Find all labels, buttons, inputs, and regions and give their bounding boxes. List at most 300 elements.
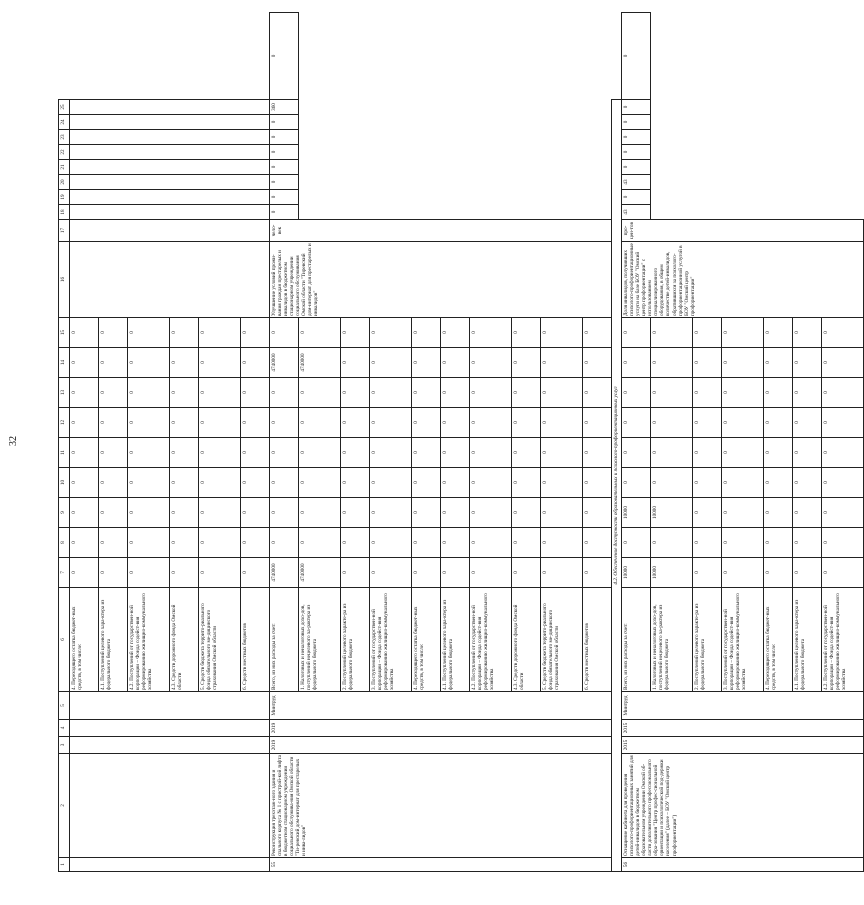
column-number: 21 bbox=[59, 160, 70, 175]
amount-cell: 0 bbox=[128, 468, 170, 498]
amount-cell: 0 bbox=[793, 468, 822, 498]
amount-cell: 0 bbox=[622, 318, 651, 348]
amount-cell: 0 bbox=[241, 498, 270, 528]
indicator-cell: 0 bbox=[622, 145, 651, 160]
source-label: 4.2. Поступлений от государствен-ной корпорации – Фонда содейст-вия реформированию жилищно-коммунального хозяйства bbox=[822, 588, 864, 692]
indicator-cell: 0 bbox=[622, 130, 651, 145]
amount-cell: 0 bbox=[470, 348, 512, 378]
amount-cell: 0 bbox=[99, 348, 128, 378]
amount-cell: 0 bbox=[693, 498, 722, 528]
amount-cell: 0 bbox=[341, 468, 370, 498]
amount-cell: 0 bbox=[470, 528, 512, 558]
source-label: 1. Налоговых и неналоговых дохо-дов, поступлений нецелевого ха-рактера из федерального бюджета bbox=[651, 588, 693, 692]
indicator-cell: 0 bbox=[270, 13, 299, 100]
amount-cell: 0 bbox=[622, 468, 651, 498]
amount-cell: 0 bbox=[99, 318, 128, 348]
amount-cell: 0 bbox=[722, 378, 764, 408]
amount-cell: 0 bbox=[270, 438, 299, 468]
amount-cell: 0 bbox=[299, 318, 341, 348]
amount-cell: 0 bbox=[541, 318, 583, 348]
amount-cell: 0 bbox=[722, 468, 764, 498]
amount-cell: 0 bbox=[764, 438, 793, 468]
amount-cell: 0 bbox=[70, 438, 99, 468]
amount-cell: 0 bbox=[651, 468, 693, 498]
section-row bbox=[612, 13, 622, 872]
amount-cell: 0 bbox=[370, 438, 412, 468]
amount-cell: 0 bbox=[170, 318, 199, 348]
amount-cell: 0 bbox=[241, 528, 270, 558]
amount-cell: 0 bbox=[170, 558, 199, 588]
item-start-year: 2019 bbox=[270, 737, 612, 754]
amount-cell: 0 bbox=[99, 408, 128, 438]
amount-cell: 0 bbox=[70, 318, 99, 348]
amount-cell: 0 bbox=[470, 498, 512, 528]
column-number: 20 bbox=[59, 175, 70, 190]
amount-cell: 0 bbox=[299, 438, 341, 468]
amount-cell: 0 bbox=[722, 408, 764, 438]
amount-cell: 0 bbox=[441, 498, 470, 528]
column-number: 18 bbox=[59, 205, 70, 220]
amount-cell: 0 bbox=[764, 528, 793, 558]
amount-cell: 0 bbox=[199, 528, 241, 558]
indicator-cell: 0 bbox=[270, 175, 299, 190]
amount-cell: 0 bbox=[622, 438, 651, 468]
amount-cell: 0 bbox=[722, 318, 764, 348]
amount-cell: 0 bbox=[822, 438, 864, 468]
amount-cell: 0 bbox=[822, 558, 864, 588]
indicator-cell: 360 bbox=[270, 100, 299, 115]
amount-cell: 0 bbox=[512, 468, 541, 498]
amount-cell: 0 bbox=[270, 318, 299, 348]
amount-cell: 0 bbox=[370, 468, 412, 498]
indicator-cell: 43 bbox=[622, 205, 651, 220]
source-label: 4.1. Поступлений целевого хара-ктера из федерального бюджета bbox=[793, 588, 822, 692]
budget-table bbox=[58, 12, 864, 872]
amount-cell: 4740000 bbox=[270, 348, 299, 378]
column-number-row bbox=[59, 13, 70, 872]
item-result: Улучшение условий прожи-вания граждан престарелых и инвалидов в бюджетном стационарном учреждении социального обслуживания Омской области "Тиревский дом-интернат для престарелых и инвалидов" bbox=[270, 242, 612, 318]
amount-cell: 0 bbox=[128, 318, 170, 348]
amount-cell: 0 bbox=[199, 558, 241, 588]
amount-cell: 0 bbox=[651, 408, 693, 438]
amount-cell: 0 bbox=[341, 528, 370, 558]
amount-cell: 0 bbox=[441, 408, 470, 438]
prev-indicator-cell bbox=[70, 190, 270, 205]
prev-item-unit bbox=[70, 220, 270, 242]
amount-cell: 0 bbox=[170, 378, 199, 408]
amount-cell: 0 bbox=[693, 528, 722, 558]
amount-cell: 0 bbox=[722, 348, 764, 378]
amount-cell: 0 bbox=[693, 558, 722, 588]
source-label: 2. Поступлений целевого характе-ра из федерального бюджета bbox=[341, 588, 370, 692]
item-unit: чело-век bbox=[270, 220, 612, 242]
amount-cell: 0 bbox=[270, 378, 299, 408]
amount-cell: 0 bbox=[341, 558, 370, 588]
item-end-year: 2019 bbox=[270, 720, 612, 737]
amount-cell: 0 bbox=[412, 438, 441, 468]
amount-cell: 0 bbox=[70, 498, 99, 528]
prev-indicator-cell bbox=[70, 100, 270, 115]
amount-cell: 0 bbox=[70, 468, 99, 498]
amount-cell: 0 bbox=[241, 468, 270, 498]
amount-cell: 0 bbox=[722, 558, 764, 588]
item-unit: про-цен-тов bbox=[622, 220, 864, 242]
amount-cell: 0 bbox=[622, 348, 651, 378]
source-label: 4.1. Поступлений целевого хара-ктера из федерального бюджета bbox=[441, 588, 470, 692]
amount-cell: 0 bbox=[99, 558, 128, 588]
source-label: 4.2. Поступлений от государствен-ной корпорации – Фонда содейст-вия реформированию жилищно-коммунального хозяйства bbox=[470, 588, 512, 692]
amount-cell: 0 bbox=[299, 468, 341, 498]
amount-cell: 0 bbox=[583, 318, 612, 348]
prev-indicator-cell bbox=[70, 130, 270, 145]
indicator-cell: 0 bbox=[622, 190, 651, 205]
amount-cell: 10000 bbox=[622, 498, 651, 528]
amount-cell: 0 bbox=[764, 558, 793, 588]
source-label: 2. Поступлений целевого характе-ра из федерального бюджета bbox=[693, 588, 722, 692]
amount-cell: 0 bbox=[441, 378, 470, 408]
amount-cell: 0 bbox=[99, 528, 128, 558]
column-number: 24 bbox=[59, 115, 70, 130]
prev-indicator-cell bbox=[70, 145, 270, 160]
amount-cell: 10000 bbox=[651, 558, 693, 588]
amount-cell: 0 bbox=[693, 318, 722, 348]
amount-cell: 0 bbox=[370, 498, 412, 528]
amount-cell: 0 bbox=[470, 408, 512, 438]
amount-cell: 0 bbox=[299, 498, 341, 528]
amount-cell: 0 bbox=[170, 468, 199, 498]
column-number: 19 bbox=[59, 190, 70, 205]
amount-cell: 0 bbox=[541, 348, 583, 378]
prev-item-start bbox=[70, 737, 270, 754]
amount-cell: 0 bbox=[170, 348, 199, 378]
source-label: 4.1. Поступлений целевого хара-ктера из федерального бюджета bbox=[99, 588, 128, 692]
column-number: 6 bbox=[59, 588, 70, 692]
amount-cell: 0 bbox=[441, 438, 470, 468]
amount-cell: 0 bbox=[651, 378, 693, 408]
amount-cell: 0 bbox=[170, 438, 199, 468]
source-label: Всего, из них расходы за счет: bbox=[270, 588, 299, 692]
amount-cell: 0 bbox=[541, 438, 583, 468]
source-label: 6. Средств местных бюджетов bbox=[241, 588, 270, 692]
amount-cell: 0 bbox=[370, 558, 412, 588]
item-end-year: 2015 bbox=[622, 720, 864, 737]
column-number: 23 bbox=[59, 130, 70, 145]
indicator-cell: 0 bbox=[622, 160, 651, 175]
source-label: 3. Поступлений от государствен-ной корпорации – Фонда содейст-вия реформированию жилищно-коммунального хозяйства bbox=[370, 588, 412, 692]
amount-cell: 0 bbox=[412, 378, 441, 408]
indicator-cell: 0 bbox=[622, 115, 651, 130]
amount-cell: 0 bbox=[199, 468, 241, 498]
table-row bbox=[70, 13, 99, 872]
amount-cell: 0 bbox=[128, 408, 170, 438]
source-label: Всего, из них расходы за счет: bbox=[622, 588, 651, 692]
amount-cell: 0 bbox=[622, 528, 651, 558]
amount-cell: 0 bbox=[341, 378, 370, 408]
amount-cell: 0 bbox=[441, 558, 470, 588]
column-number: 25 bbox=[59, 100, 70, 115]
indicator-cell: 0 bbox=[270, 115, 299, 130]
amount-cell: 0 bbox=[99, 468, 128, 498]
amount-cell: 0 bbox=[583, 528, 612, 558]
amount-cell: 0 bbox=[199, 498, 241, 528]
amount-cell: 0 bbox=[70, 408, 99, 438]
source-label: 3. Поступлений от государствен-ной корпорации – Фонда содейст-вия реформированию жилищно-коммунального хозяйства bbox=[722, 588, 764, 692]
amount-cell: 0 bbox=[412, 528, 441, 558]
amount-cell: 0 bbox=[541, 558, 583, 588]
amount-cell: 0 bbox=[370, 528, 412, 558]
amount-cell: 0 bbox=[583, 498, 612, 528]
indicator-cell: 0 bbox=[622, 13, 651, 100]
amount-cell: 10000 bbox=[622, 558, 651, 588]
amount-cell: 0 bbox=[470, 378, 512, 408]
amount-cell: 0 bbox=[270, 408, 299, 438]
item-name: Оснащение кабинета для проведения психолого-профориентационных занятий для детей-инвалидов в бюджетном образовательном учреждении Омской об-ласти дополнительного профессионального обра-зования "Центр профес-сиональной ориентации и психологической под-держки населения" (далее – БОУ "Омский центр профориентации") bbox=[622, 754, 864, 858]
amount-cell: 0 bbox=[99, 498, 128, 528]
amount-cell: 0 bbox=[241, 318, 270, 348]
amount-cell: 10000 bbox=[651, 498, 693, 528]
prev-indicator-cell bbox=[70, 175, 270, 190]
prev-indicator-cell bbox=[70, 160, 270, 175]
amount-cell: 0 bbox=[441, 468, 470, 498]
amount-cell: 0 bbox=[412, 498, 441, 528]
prev-item-number bbox=[70, 858, 270, 872]
amount-cell: 0 bbox=[793, 348, 822, 378]
amount-cell: 0 bbox=[793, 558, 822, 588]
prev-item-result bbox=[70, 242, 270, 318]
item-executor: Минтруд bbox=[622, 692, 864, 720]
section-title: 4.2. Обеспечение доступности образовательных и психолого-профориентационных услуг bbox=[612, 100, 622, 872]
amount-cell: 0 bbox=[128, 438, 170, 468]
column-number: 2 bbox=[59, 754, 70, 858]
amount-cell: 0 bbox=[441, 528, 470, 558]
item-number: 55 bbox=[270, 858, 612, 872]
amount-cell: 0 bbox=[199, 318, 241, 348]
amount-cell: 0 bbox=[793, 408, 822, 438]
amount-cell: 0 bbox=[541, 528, 583, 558]
indicator-cell: 0 bbox=[270, 145, 299, 160]
table-row bbox=[622, 13, 651, 872]
column-number: 16 bbox=[59, 242, 70, 318]
amount-cell: 0 bbox=[241, 348, 270, 378]
amount-cell: 0 bbox=[370, 318, 412, 348]
amount-cell: 0 bbox=[128, 498, 170, 528]
amount-cell: 0 bbox=[793, 528, 822, 558]
amount-cell: 0 bbox=[583, 348, 612, 378]
column-number: 11 bbox=[59, 438, 70, 468]
prev-item-name bbox=[70, 754, 270, 858]
amount-cell: 0 bbox=[583, 558, 612, 588]
prev-indicator-cell bbox=[70, 205, 270, 220]
amount-cell: 0 bbox=[693, 348, 722, 378]
source-label: 4.3. Средств дорожного фонда Омской области bbox=[512, 588, 541, 692]
amount-cell: 0 bbox=[370, 408, 412, 438]
amount-cell: 0 bbox=[470, 438, 512, 468]
amount-cell: 0 bbox=[470, 558, 512, 588]
indicator-cell: 0 bbox=[270, 160, 299, 175]
amount-cell: 0 bbox=[70, 528, 99, 558]
amount-cell: 0 bbox=[764, 498, 793, 528]
prev-indicator-cell bbox=[70, 115, 270, 130]
amount-cell: 4740000 bbox=[299, 348, 341, 378]
amount-cell: 0 bbox=[583, 438, 612, 468]
amount-cell: 0 bbox=[70, 378, 99, 408]
amount-cell: 0 bbox=[822, 318, 864, 348]
amount-cell: 0 bbox=[651, 348, 693, 378]
amount-cell: 0 bbox=[170, 498, 199, 528]
source-label: 4. Переходящего остатка бюджет-ных средств, в том числе: bbox=[70, 588, 99, 692]
amount-cell: 0 bbox=[541, 378, 583, 408]
amount-cell: 0 bbox=[241, 558, 270, 588]
page-number: 32 bbox=[8, 436, 19, 446]
amount-cell: 0 bbox=[622, 408, 651, 438]
amount-cell: 0 bbox=[241, 408, 270, 438]
amount-cell: 0 bbox=[412, 408, 441, 438]
amount-cell: 0 bbox=[822, 528, 864, 558]
amount-cell: 0 bbox=[170, 528, 199, 558]
amount-cell: 0 bbox=[299, 528, 341, 558]
source-label: 4. Переходящего остатка бюджет-ных средств, в том числе: bbox=[764, 588, 793, 692]
amount-cell: 0 bbox=[822, 348, 864, 378]
item-name: Реконструкция трехэтаж-ного здания и спального корпуса № 1 с пристрой-кой лифта в бюджетном стационарном учреждении социального обслужива-ния Омской области "Ти-ревский дом-интернат для престарелых и инва-лидов" bbox=[270, 754, 612, 858]
table-body bbox=[70, 13, 864, 872]
column-number: 15 bbox=[59, 318, 70, 348]
column-number: 10 bbox=[59, 468, 70, 498]
indicator-cell: 0 bbox=[270, 190, 299, 205]
amount-cell: 0 bbox=[270, 528, 299, 558]
column-number: 22 bbox=[59, 145, 70, 160]
amount-cell: 0 bbox=[764, 408, 793, 438]
amount-cell: 0 bbox=[299, 378, 341, 408]
amount-cell: 0 bbox=[470, 468, 512, 498]
amount-cell: 0 bbox=[764, 378, 793, 408]
indicator-cell: 0 bbox=[270, 130, 299, 145]
amount-cell: 0 bbox=[128, 348, 170, 378]
amount-cell: 0 bbox=[541, 468, 583, 498]
item-result: Доля инвалидов, получивших психолого-профориентационные услуги на базе БОУ "Омский центр профориентации" с использованием специализированного оборудования, в общем количестве детей-инвалидов, обратившихся за психолого-профориентационной услугой в БОУ "Омский центр профориентации" bbox=[622, 242, 864, 318]
amount-cell: 0 bbox=[199, 438, 241, 468]
amount-cell: 0 bbox=[512, 348, 541, 378]
item-start-year: 2015 bbox=[622, 737, 864, 754]
amount-cell: 0 bbox=[622, 378, 651, 408]
amount-cell: 0 bbox=[822, 498, 864, 528]
amount-cell: 0 bbox=[583, 468, 612, 498]
amount-cell: 0 bbox=[651, 528, 693, 558]
amount-cell: 0 bbox=[651, 438, 693, 468]
amount-cell: 0 bbox=[470, 318, 512, 348]
amount-cell: 0 bbox=[199, 378, 241, 408]
amount-cell: 0 bbox=[693, 438, 722, 468]
amount-cell: 0 bbox=[128, 528, 170, 558]
prev-item-executor bbox=[70, 692, 270, 720]
amount-cell: 0 bbox=[241, 438, 270, 468]
amount-cell: 0 bbox=[512, 498, 541, 528]
amount-cell: 0 bbox=[722, 438, 764, 468]
amount-cell: 0 bbox=[199, 348, 241, 378]
amount-cell: 0 bbox=[512, 558, 541, 588]
amount-cell: 0 bbox=[241, 378, 270, 408]
item-number: 56 bbox=[622, 858, 864, 872]
amount-cell: 0 bbox=[341, 348, 370, 378]
indicator-cell: 43 bbox=[622, 175, 651, 190]
amount-cell: 0 bbox=[412, 318, 441, 348]
amount-cell: 0 bbox=[199, 408, 241, 438]
amount-cell: 0 bbox=[370, 378, 412, 408]
amount-cell: 0 bbox=[512, 318, 541, 348]
amount-cell: 0 bbox=[412, 348, 441, 378]
amount-cell: 0 bbox=[341, 318, 370, 348]
amount-cell: 0 bbox=[793, 378, 822, 408]
amount-cell: 0 bbox=[764, 468, 793, 498]
column-number: 8 bbox=[59, 528, 70, 558]
amount-cell: 4740000 bbox=[299, 558, 341, 588]
amount-cell: 0 bbox=[441, 348, 470, 378]
source-label: 5. Средств бюджета террито-риального фонда обязательного ме-дицинского страхования Омской области bbox=[541, 588, 583, 692]
column-number: 7 bbox=[59, 558, 70, 588]
amount-cell: 0 bbox=[822, 408, 864, 438]
amount-cell: 0 bbox=[651, 318, 693, 348]
amount-cell: 0 bbox=[512, 378, 541, 408]
column-number: 1 bbox=[59, 858, 70, 872]
source-label: 5. Средств бюджета террито-риального фонда обязательного ме-дицинского страхования Омской области bbox=[199, 588, 241, 692]
amount-cell: 0 bbox=[341, 438, 370, 468]
column-number: 9 bbox=[59, 498, 70, 528]
amount-cell: 0 bbox=[412, 468, 441, 498]
source-label: 1. Налоговых и неналоговых дохо-дов, поступлений нецелевого ха-рактера из федерального бюджета bbox=[299, 588, 341, 692]
amount-cell: 0 bbox=[583, 408, 612, 438]
amount-cell: 0 bbox=[693, 408, 722, 438]
budget-table-sheet bbox=[58, 12, 847, 872]
amount-cell: 0 bbox=[370, 348, 412, 378]
amount-cell: 0 bbox=[722, 498, 764, 528]
amount-cell: 0 bbox=[693, 468, 722, 498]
source-label: 4. Переходящего остатка бюджет-ных средств, в том числе: bbox=[412, 588, 441, 692]
item-executor: Минтруд bbox=[270, 692, 612, 720]
amount-cell: 0 bbox=[793, 438, 822, 468]
amount-cell: 0 bbox=[583, 378, 612, 408]
amount-cell: 0 bbox=[170, 408, 199, 438]
amount-cell: 0 bbox=[541, 408, 583, 438]
column-number: 12 bbox=[59, 408, 70, 438]
source-label: 4.3. Средств дорожного фонда Омской области bbox=[170, 588, 199, 692]
column-number: 5 bbox=[59, 692, 70, 720]
amount-cell: 0 bbox=[793, 498, 822, 528]
amount-cell: 0 bbox=[70, 348, 99, 378]
column-number: 4 bbox=[59, 720, 70, 737]
column-number: 3 bbox=[59, 737, 70, 754]
amount-cell: 0 bbox=[512, 528, 541, 558]
amount-cell: 0 bbox=[541, 498, 583, 528]
amount-cell: 0 bbox=[512, 408, 541, 438]
amount-cell: 0 bbox=[412, 558, 441, 588]
amount-cell: 0 bbox=[764, 348, 793, 378]
amount-cell: 0 bbox=[441, 318, 470, 348]
column-number: 17 bbox=[59, 220, 70, 242]
source-label: 6. Средств местных бюджетов bbox=[583, 588, 612, 692]
amount-cell: 0 bbox=[764, 318, 793, 348]
amount-cell: 0 bbox=[99, 378, 128, 408]
prev-item-end bbox=[70, 720, 270, 737]
indicator-cell: 0 bbox=[270, 205, 299, 220]
amount-cell: 0 bbox=[270, 498, 299, 528]
amount-cell: 0 bbox=[822, 378, 864, 408]
amount-cell: 0 bbox=[70, 558, 99, 588]
amount-cell: 0 bbox=[512, 438, 541, 468]
amount-cell: 0 bbox=[722, 528, 764, 558]
column-number: 13 bbox=[59, 378, 70, 408]
amount-cell: 0 bbox=[693, 378, 722, 408]
amount-cell: 0 bbox=[822, 468, 864, 498]
amount-cell: 0 bbox=[99, 438, 128, 468]
